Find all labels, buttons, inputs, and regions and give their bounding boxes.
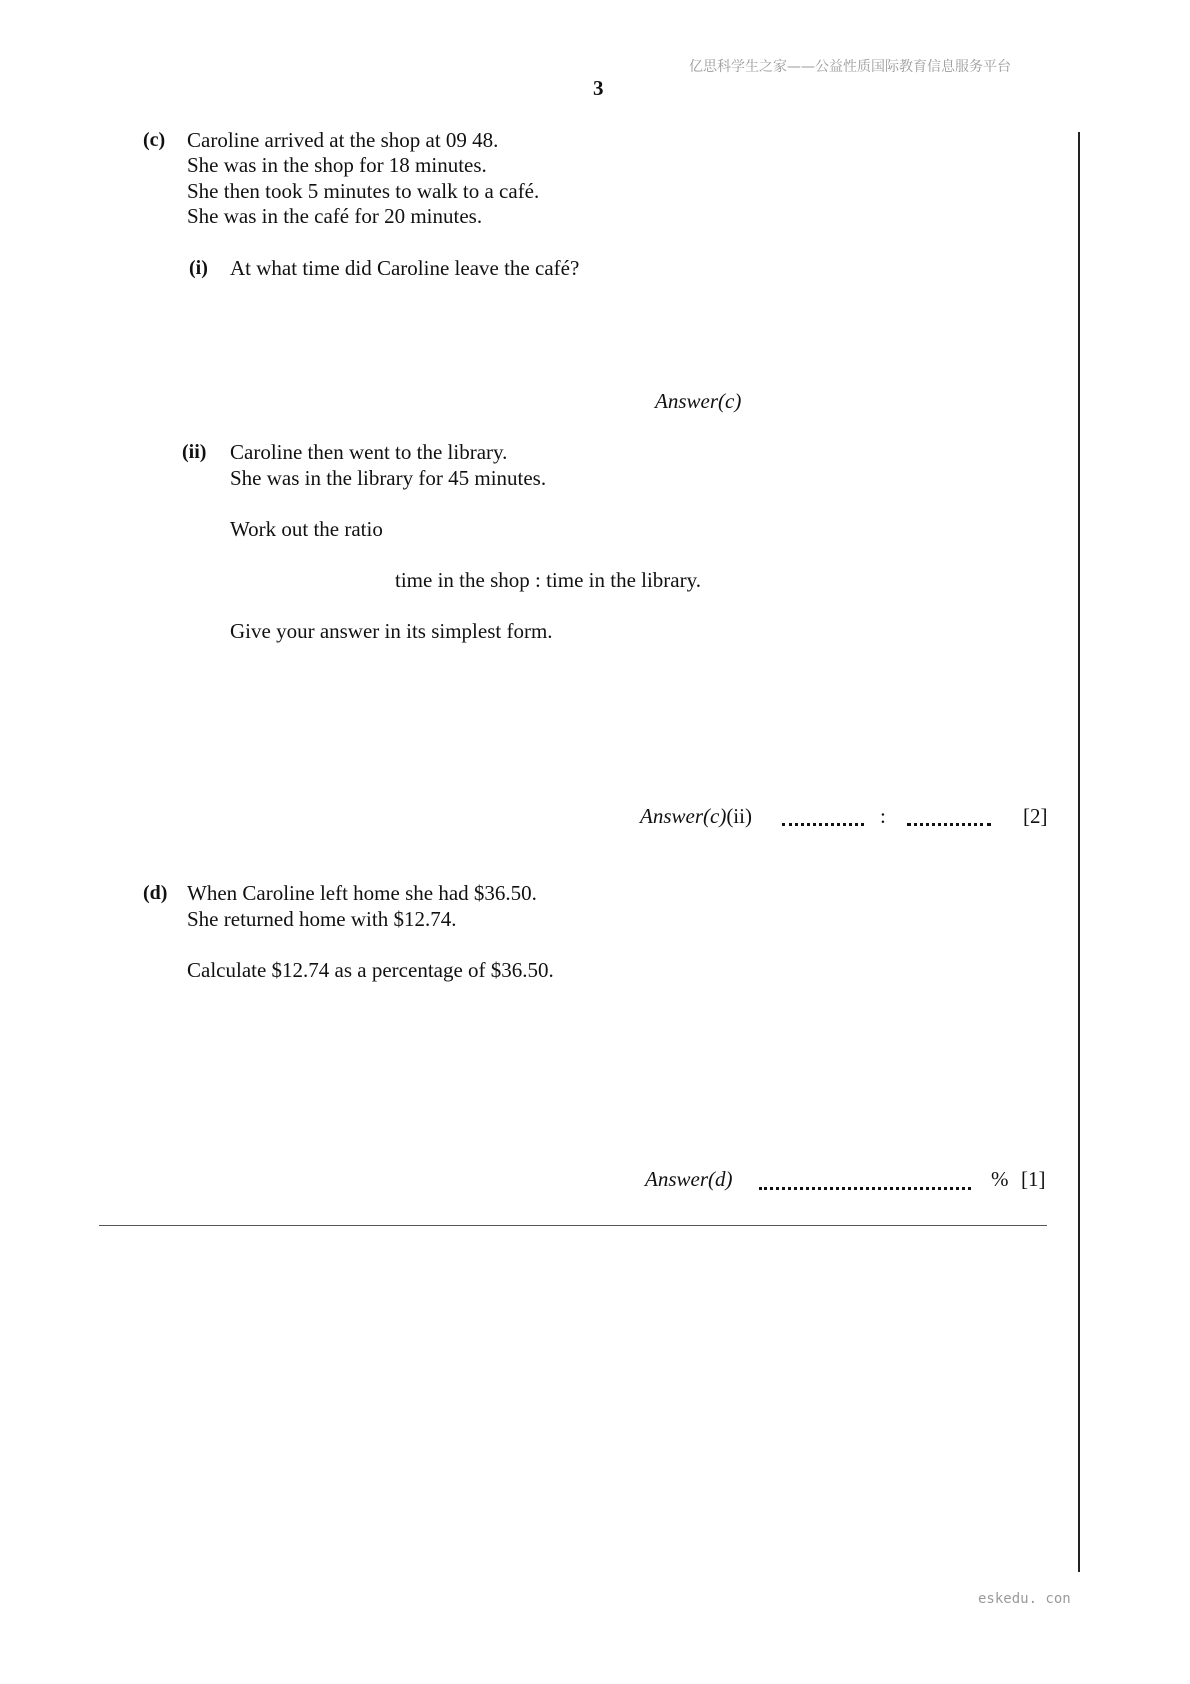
part-c-ii-marks: [2]: [1023, 804, 1048, 828]
part-c-i-answer-label: Answer(c): [655, 389, 742, 413]
part-c-i-label: (i): [189, 257, 208, 279]
part-c-ii-ratio: time in the shop : time in the library.: [395, 568, 701, 592]
part-d-line-2: She returned home with $12.74.: [187, 907, 457, 931]
part-c-ii-ratio-separator: :: [880, 804, 886, 828]
part-d-label: (d): [143, 882, 168, 904]
part-c-ii-label: (ii): [182, 441, 207, 463]
part-c-ii-form-note: Give your answer in its simplest form.: [230, 619, 553, 643]
part-c-ii-answer-label: [640, 804, 752, 830]
part-c-ii-instruction: Work out the ratio: [230, 517, 383, 541]
part-c-ii-line-2: She was in the library for 45 minutes.: [230, 466, 547, 490]
part-c-label: (c): [143, 129, 166, 151]
part-c-line-4: She was in the café for 20 minutes.: [187, 204, 483, 228]
part-d-answer-label: Answer(d): [645, 1167, 733, 1191]
part-c-i-question: At what time did Caroline leave the café?: [230, 256, 580, 280]
part-c-line-2: She was in the shop for 18 minutes.: [187, 153, 487, 177]
part-d-unit: %: [991, 1167, 1009, 1191]
part-c-ii-answer-blank-left[interactable]: [782, 823, 864, 826]
part-c-ii-answer-label-italic: Answer(c): [640, 804, 727, 828]
page-number: 3: [593, 76, 604, 100]
part-d-answer-blank[interactable]: [759, 1187, 971, 1190]
part-d-line-1: When Caroline left home she had $36.50.: [187, 881, 537, 905]
part-d-question: Calculate $12.74 as a percentage of $36.50.: [187, 958, 554, 982]
watermark-header: 亿思科学生之家——公益性质国际教育信息服务平台: [689, 59, 1011, 75]
footer-site: eskedu. con: [978, 1591, 1071, 1607]
part-c-line-1: Caroline arrived at the shop at 09 48.: [187, 128, 499, 152]
part-c-line-3: She then took 5 minutes to walk to a café.: [187, 179, 540, 203]
part-c-ii-line-1: Caroline then went to the library.: [230, 440, 508, 464]
part-c-ii-answer-blank-right[interactable]: [907, 823, 991, 826]
section-end-rule: [99, 1225, 1047, 1226]
right-margin-rule: [1078, 132, 1080, 1572]
part-d-marks: [1]: [1021, 1167, 1046, 1191]
part-c-ii-answer-label-suffix: (ii): [726, 804, 752, 828]
